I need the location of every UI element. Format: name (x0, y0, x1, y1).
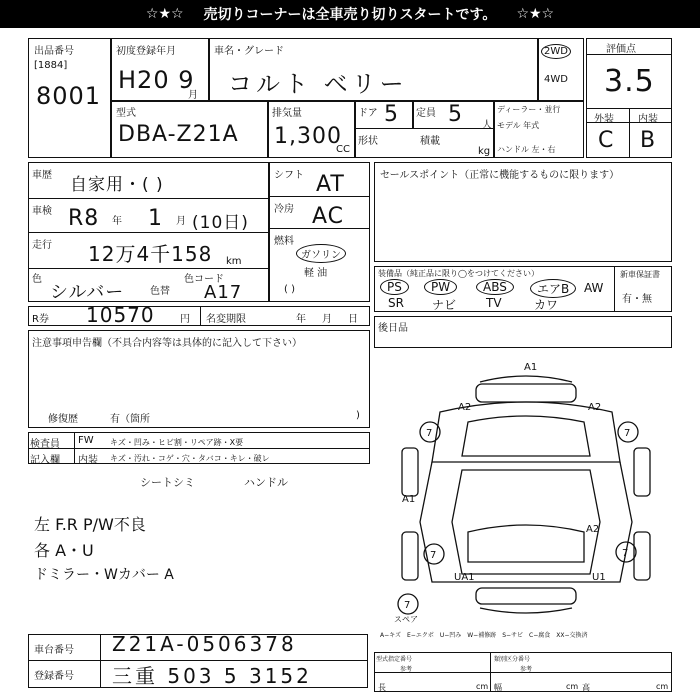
spec-width-unit: cm (566, 682, 579, 691)
plate-value: 三重 503 5 3152 (112, 664, 312, 688)
color-label: 色 (32, 274, 42, 285)
banner-stars-right: ☆★☆ (516, 6, 555, 22)
chassis-label: 車台番号 (34, 645, 74, 656)
score-label: 評価点 (606, 44, 636, 55)
equip-navi: ナビ (432, 298, 457, 312)
fuel-label: 燃料 (274, 236, 294, 247)
diag-u1: U1 (592, 572, 606, 583)
banner-stars-left: ☆★☆ (145, 6, 184, 22)
chassis-value: Z21A-0506378 (112, 632, 297, 656)
int-value: B (640, 128, 657, 153)
ac-label: 冷房 (274, 204, 294, 215)
cap-unit: 人 (482, 120, 492, 131)
ext-label: 外装 (594, 114, 614, 125)
recycle-label: R券 (32, 314, 49, 325)
car-name: コルト ベリー (228, 70, 408, 98)
spec-height: 高 (582, 683, 590, 692)
drive-4wd: 4WD (544, 74, 568, 85)
equip-abs: ABS (476, 279, 514, 295)
handle-label: ハンドル 左・右 (497, 145, 556, 154)
cap-value: 5 (448, 102, 463, 127)
load-unit: kg (478, 146, 491, 157)
lot-number: 8001 (36, 82, 102, 110)
shift-label: シフト (274, 170, 304, 181)
lot-label: 出品番号 (34, 46, 74, 57)
recycle-value: 10570 (86, 303, 155, 327)
spec-length-unit: cm (476, 682, 489, 691)
inspection-year-unit: 年 (112, 216, 122, 227)
diag-a2-b: A2 (588, 402, 602, 413)
notes-label: 注意事項申告欄（不具合内容等は具体的に記入して下さい） (32, 338, 302, 349)
equip-airbag: エアB (530, 279, 576, 298)
inspector-label2: 記入欄 (30, 455, 60, 466)
equip-ps: PS (380, 279, 409, 295)
spec-width: 幅 (494, 683, 502, 692)
inspection-month: 1 (148, 206, 163, 231)
displ-value: 1,300 (274, 124, 342, 149)
model-value: DBA-Z21A (118, 122, 239, 147)
hand-note-1: シートシミ (140, 476, 195, 489)
diagram-legend: A−キズ E−エクボ U−凹み W−補修跡 S−サビ C−腐食 XX−交換済 (380, 632, 588, 639)
inspection-day: (10日) (192, 213, 249, 233)
equip-sr: SR (388, 296, 404, 310)
inspector-fw: FW (78, 435, 94, 446)
equip-aw: AW (584, 281, 604, 295)
diag-spare: スペア (394, 615, 418, 624)
diag-seven-1: 7 (426, 428, 433, 439)
ac-value: AC (312, 204, 345, 229)
plate-label: 登録番号 (34, 671, 74, 682)
diag-a1-top: A1 (524, 362, 538, 373)
repair-label: 修復歴 (48, 414, 78, 425)
spec-code1: 型式指定番号 (376, 656, 413, 663)
name-label: 車名・グレード (214, 46, 284, 57)
tax-day: 日 (348, 314, 358, 325)
inspector-label1: 検査員 (30, 439, 60, 450)
car-damage-diagram (380, 352, 672, 624)
spec-code2: 類別区分番号 (494, 656, 531, 663)
diag-ua1: UA1 (454, 572, 475, 583)
hand-note-2: ハンドル (244, 476, 288, 489)
model-label: 型式 (116, 108, 136, 119)
mileage-label: 走行 (32, 240, 52, 251)
banner (0, 0, 700, 28)
doors-value: 5 (384, 102, 399, 127)
displ-label: 排気量 (272, 108, 302, 119)
history-value: 自家用・( ) (70, 175, 164, 195)
hand-line-3: ドミラー・Wカバー A (34, 567, 174, 583)
history-label: 車歴 (32, 170, 52, 181)
tax-month: 月 (322, 314, 332, 325)
diag-seven-2: 7 (624, 428, 631, 439)
sales-label: セールスポイント（正常に機能するものに限ります） (380, 170, 620, 181)
int-label: 内装 (638, 114, 658, 125)
spec-length: 長 (378, 683, 386, 692)
hand-line-2: 各 A・U (34, 541, 94, 560)
color-code: A17 (204, 282, 243, 303)
spec-height-unit: cm (656, 682, 669, 691)
diag-a2-c: A2 (586, 524, 600, 535)
inspection-year: R8 (68, 206, 100, 231)
equip-pw: PW (424, 279, 457, 295)
inspection-month-unit: 月 (176, 216, 186, 227)
equip-tv: TV (486, 296, 502, 310)
fuel-other: ( ) (284, 284, 295, 295)
diag-seven-3: 7 (430, 550, 437, 561)
banner-text: 売切りコーナーは全車売り切りスタートです。 (203, 7, 497, 23)
reg-label: 初度登録年月 (116, 46, 176, 57)
diag-a2-a: A2 (458, 402, 472, 413)
spec-ref1: 参考 (400, 666, 413, 673)
shape-label: 形状 (358, 136, 378, 147)
fuel-gasoline: ガソリン (296, 244, 346, 263)
diag-spare-t: 7 (404, 600, 411, 611)
equip-leather: カワ (534, 298, 559, 312)
color-code-label: 色コード (184, 274, 224, 285)
mileage-value: 12万4千158 (88, 242, 213, 266)
reg-value: H20 9 (118, 66, 195, 94)
mileage-unit: km (226, 256, 242, 267)
drive-2wd: 2WD (541, 44, 571, 59)
score-value: 3.5 (604, 64, 655, 99)
recycle-unit: 円 (180, 314, 190, 325)
tax-label: 名変期限 (206, 314, 246, 325)
shift-value: AT (316, 172, 345, 197)
warranty-value: 有・無 (622, 294, 652, 305)
ext-value: C (598, 128, 615, 153)
after-label: 後日品 (378, 323, 408, 334)
color-change-label: 色替 (150, 286, 170, 297)
warranty-label: 新車保証書 (620, 270, 660, 279)
inspector-int: 内装 (78, 455, 98, 466)
inspector-int-row: キズ・汚れ・コゲ・穴・タバコ・キレ・破レ (110, 454, 270, 463)
diag-a1-left: A1 (402, 494, 416, 505)
dealer-label: ディーラー・並行 (497, 105, 561, 114)
inspection-label: 車検 (32, 206, 52, 217)
after-box (374, 316, 672, 348)
fuel-diesel: 軽 油 (304, 268, 328, 279)
recycle-row (28, 306, 370, 326)
load-label: 積載 (420, 136, 440, 147)
cap-label: 定員 (416, 108, 436, 119)
equip-label: 装備品（純正品に限り◯をつけてください） (378, 269, 539, 278)
repair-value: 有（箇所 (110, 414, 150, 425)
doors-label: ドア (358, 108, 378, 119)
hand-line-1: 左 F.R P/W不良 (34, 515, 146, 534)
inspector-fw-row: キズ・凹み・ヒビ割・リペア跡・X要 (110, 438, 244, 447)
color-value: シルバー (50, 282, 125, 303)
displ-unit: CC (336, 144, 350, 155)
reg-unit: 月 (188, 90, 198, 101)
model-year-label: モデル 年式 (497, 121, 540, 130)
tax-year: 年 (296, 314, 306, 325)
lot-sub: [1884] (34, 60, 68, 71)
diag-seven-4: 7 (622, 548, 629, 559)
spec-ref2: 参考 (520, 666, 533, 673)
repair-close: ) (356, 410, 360, 421)
